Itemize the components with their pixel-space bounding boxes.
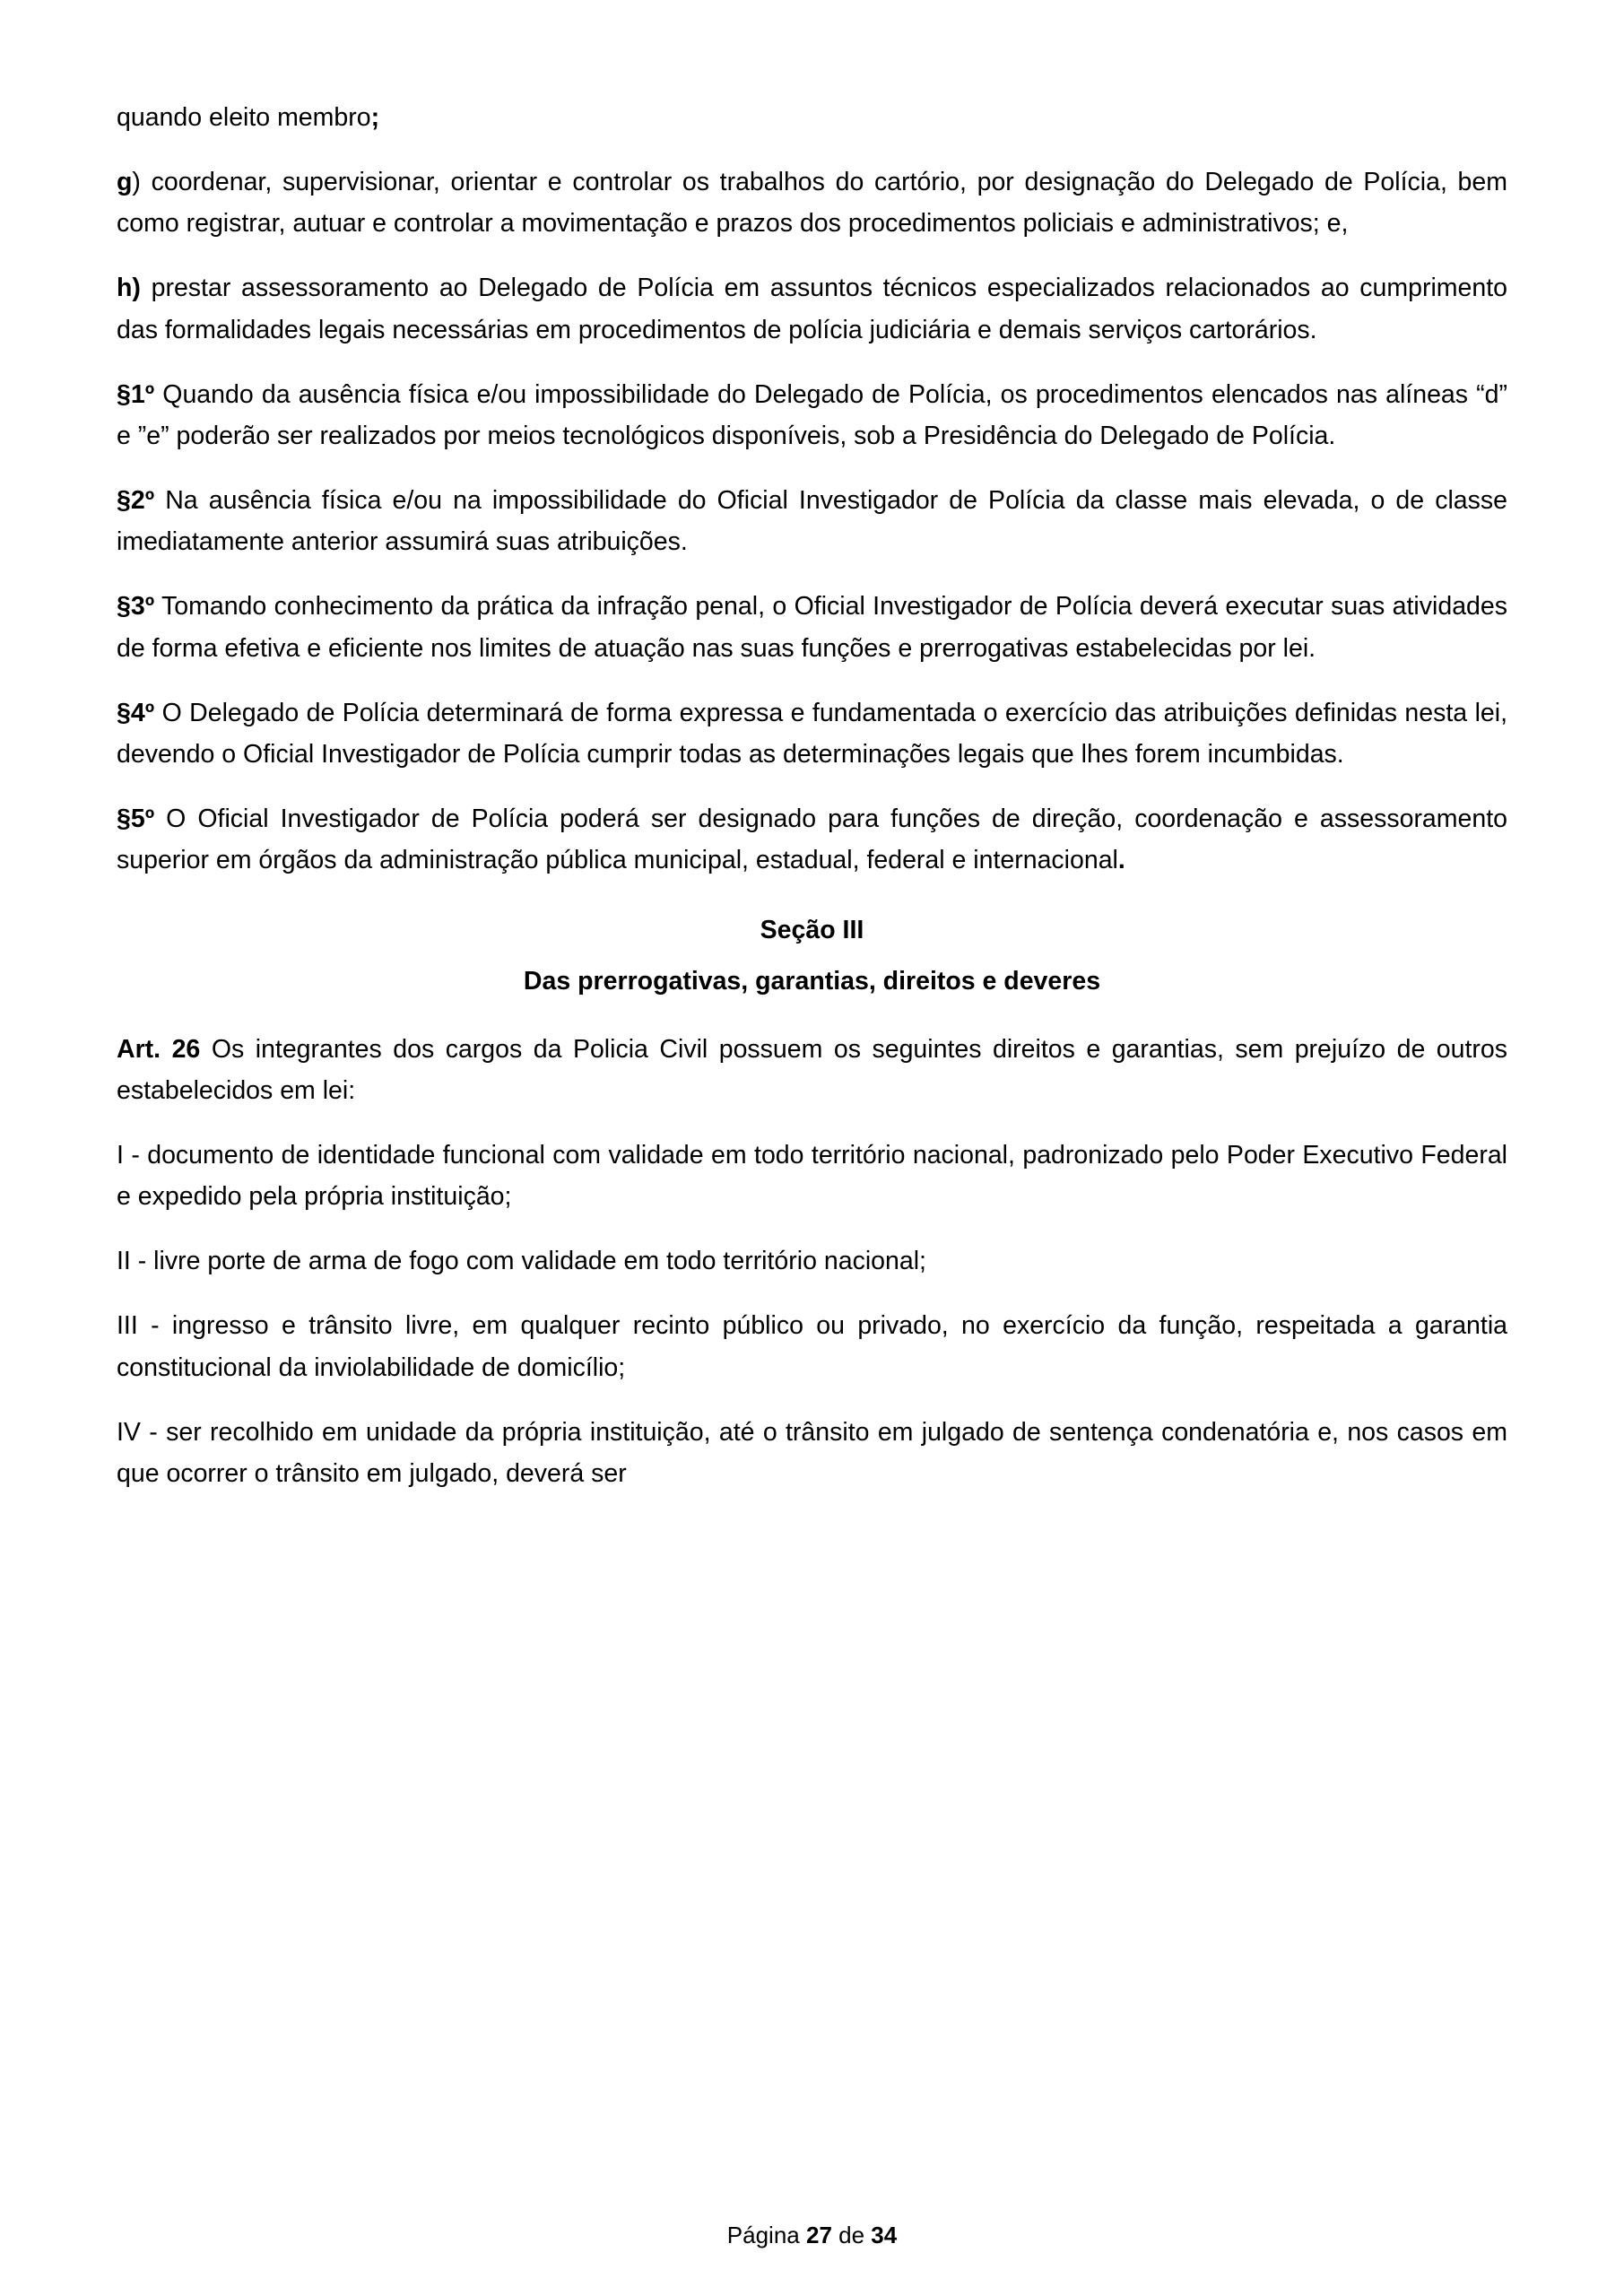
article-marker-26: Art. 26 <box>117 1034 201 1064</box>
paragraph-text: quando eleito membro <box>117 103 371 132</box>
paragraph-marker-4-after <box>154 699 161 727</box>
paragraph-text: II - livre porte de arma de fogo com validade em todo território nacional; <box>117 1247 926 1276</box>
section-heading <box>117 909 1507 1001</box>
paragraph-text: Quando da ausência física e/ou impossibilidade do Delegado de Polícia, os procedimentos elencados nas alíneas “d” e ”e” poderão ser realizados por meios tecnológicos disponíveis, sob a Presidência do Delegado de Polícia. <box>117 379 1507 450</box>
paragraph-marker-3-after <box>154 592 161 621</box>
paragraph-inciso-ii <box>117 1240 1507 1282</box>
item-marker-g-after: ) <box>132 168 152 197</box>
paragraph-marker-3: §3º <box>117 592 155 622</box>
paragraph-text: III - ingresso e trânsito livre, em qualquer recinto público ou privado, no exercício da função, respeitada a garantia constitucional da inviolabilidade de domicílio; <box>117 1311 1507 1382</box>
paragraph-text: IV - ser recolhido em unidade da própria instituição, até o trânsito em julgado de sentença condenatória e, nos casos em que ocorrer o trânsito em julgado, deverá ser <box>117 1417 1507 1488</box>
paragraph-art-26 <box>117 1029 1507 1111</box>
paragraph-text: I - documento de identidade funcional com validade em todo território nacional, padronizado pelo Poder Executivo Federal e expedido pela própria instituição; <box>117 1140 1507 1212</box>
article-marker-26-after <box>200 1035 212 1064</box>
paragraph-text: Os integrantes dos cargos da Policia Civil possuem os seguintes direitos e garantias, sem prejuízo de outros estabelecidos em lei: <box>117 1034 1508 1105</box>
footer-middle: de <box>831 2222 872 2248</box>
paragraph-tail: ; <box>370 103 380 132</box>
paragraph-par-1 <box>117 374 1507 457</box>
paragraph-par-2 <box>117 480 1507 562</box>
paragraph-text: O Delegado de Polícia determinará de forma expressa e fundamentada o exercício das atribuições definidas nesta lei, devendo o Oficial Investigador de Polícia cumprir todas as determinações legais que lhes forem incumbidas. <box>117 698 1508 769</box>
paragraph-par-3 <box>117 586 1507 668</box>
paragraph-marker-5-after <box>154 804 166 833</box>
paragraph-marker-1-after <box>154 380 162 409</box>
paragraph-item-h <box>117 267 1507 350</box>
paragraph-marker-2-after <box>154 486 165 515</box>
paragraph-par-4 <box>117 692 1507 775</box>
document-body <box>117 97 1507 1494</box>
paragraph-marker-5: §5º <box>117 804 155 834</box>
paragraph-text: Tomando conhecimento da prática da infração penal, o Oficial Investigador de Polícia deverá executar suas atividades de forma efetiva e eficiente nos limites de atuação nas suas funções e prerrogativas estabelecidas por lei. <box>117 592 1507 663</box>
paragraph-text: prestar assessoramento ao Delegado de Polícia em assuntos técnicos especializados relacionados ao cumprimento das formalidades legais necessárias em procedimentos de polícia judiciária e demais serviços cartorários. <box>117 274 1507 344</box>
paragraph-quando-eleito <box>117 97 1507 138</box>
paragraph-tail: . <box>1117 846 1125 875</box>
paragraph-text: O Oficial Investigador de Polícia poderá ser designado para funções de direção, coordenação e assessoramento superior em órgãos da administração pública municipal, estadual, federal e internacional <box>117 804 1507 875</box>
paragraph-marker-4: §4º <box>117 698 155 727</box>
item-marker-h-after <box>141 274 152 302</box>
page-footer <box>0 2222 1624 2249</box>
paragraph-inciso-iii <box>117 1305 1507 1387</box>
section-heading-line1: Seção III <box>760 916 864 945</box>
item-marker-g: g <box>117 168 133 197</box>
footer-prefix: Página <box>726 2222 806 2248</box>
paragraph-item-g <box>117 161 1507 244</box>
paragraph-text: coordenar, supervisionar, orientar e controlar os trabalhos do cartório, por designação do Delegado de Polícia, bem como registrar, autuar e controlar a movimentação e prazos dos procedimentos policiais e administrativos; e, <box>117 168 1507 239</box>
footer-total-pages: 34 <box>871 2222 898 2248</box>
paragraph-inciso-i <box>117 1135 1507 1217</box>
footer-page-number: 27 <box>805 2222 832 2248</box>
section-heading-line2: Das prerrogativas, garantias, direitos e deveres <box>523 966 1101 996</box>
item-marker-h: h) <box>117 274 141 303</box>
paragraph-par-5 <box>117 798 1507 881</box>
paragraph-marker-1: §1º <box>117 379 155 409</box>
paragraph-text: Na ausência física e/ou na impossibilidade do Oficial Investigador de Polícia da classe mais elevada, o de classe imediatamente anterior assumirá suas atribuições. <box>117 486 1507 557</box>
paragraph-marker-2: §2º <box>117 486 155 516</box>
paragraph-inciso-iv <box>117 1412 1507 1494</box>
